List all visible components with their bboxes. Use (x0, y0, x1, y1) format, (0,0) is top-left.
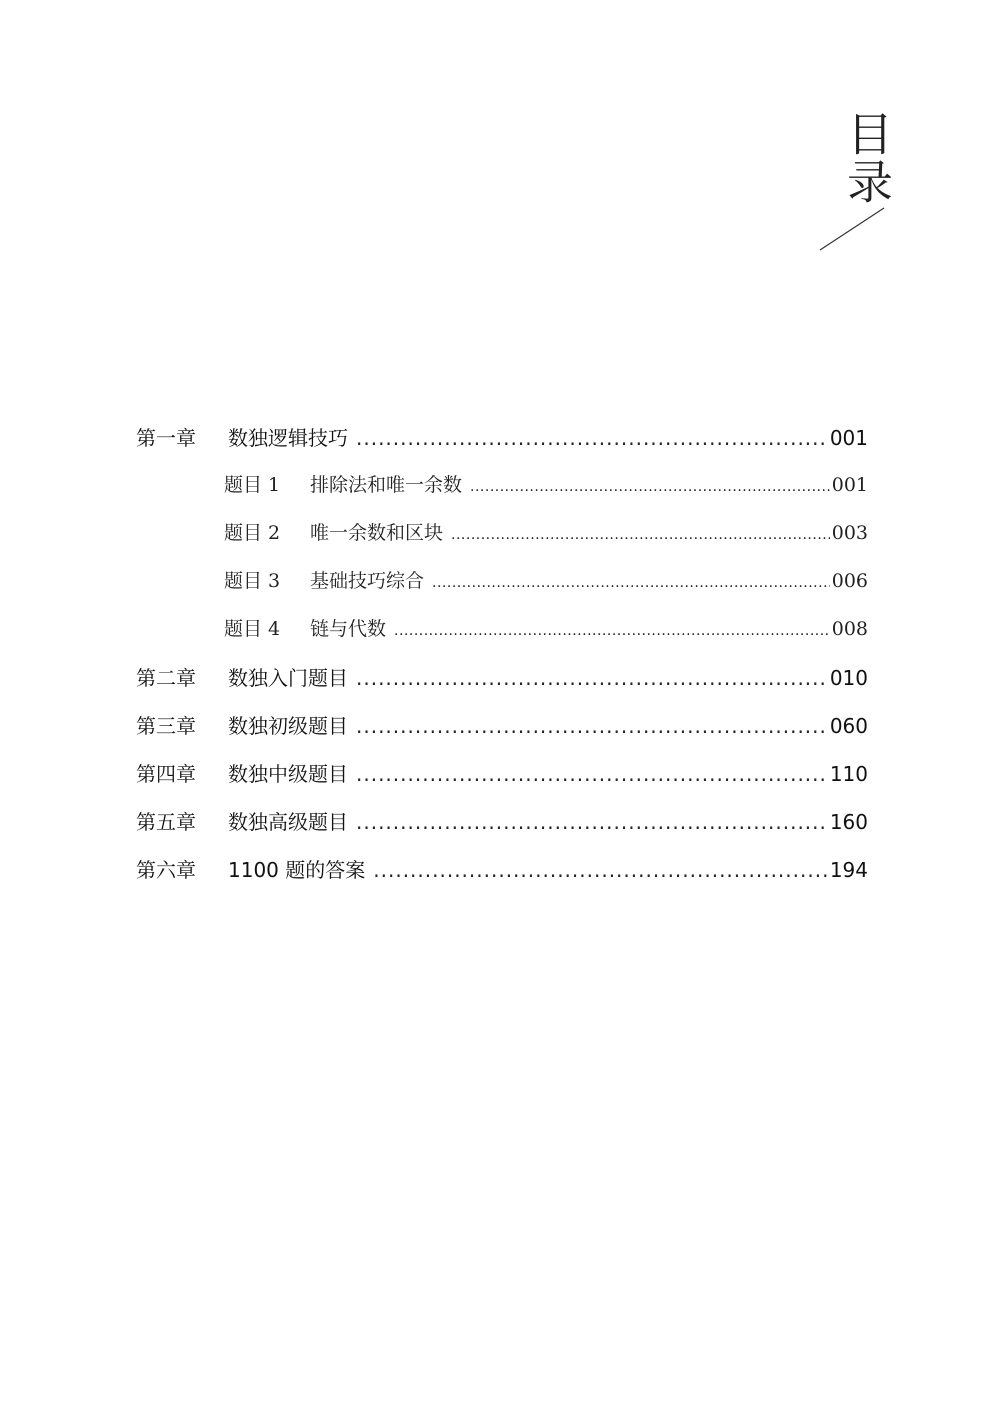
subentry-title: 基础技巧综合 (310, 570, 425, 592)
page-number: 001 (829, 426, 868, 450)
dot-leader (356, 762, 828, 786)
dot-leader (470, 479, 830, 495)
chapter-title: 数独入门题目 (228, 666, 348, 690)
toc-chapter-3[interactable] (136, 710, 868, 758)
toc-chapter-5[interactable] (136, 806, 868, 854)
table-of-contents (136, 422, 868, 902)
toc-chapter-4[interactable] (136, 758, 868, 806)
page-number: 010 (829, 666, 868, 690)
toc-chapter-2[interactable] (136, 662, 868, 710)
dot-leader (432, 575, 830, 591)
subentry-title: 排除法和唯一余数 (310, 474, 463, 496)
chapter-title: 数独逻辑技巧 (228, 426, 348, 450)
page-number: 110 (829, 762, 868, 786)
subentry-label: 题目 1 (224, 474, 281, 496)
subentry-label: 题目 4 (224, 618, 281, 640)
dot-leader (451, 527, 830, 543)
page-number: 003 (831, 522, 868, 544)
chapter-label: 第五章 (136, 810, 196, 834)
chapter-label: 第四章 (136, 762, 196, 786)
page-number: 001 (831, 474, 868, 496)
toc-subentry-2[interactable] (136, 518, 868, 566)
title-divider-slash (818, 205, 888, 253)
subentry-label: 题目 2 (224, 522, 281, 544)
page-number: 008 (831, 618, 868, 640)
chapter-label: 第二章 (136, 666, 196, 690)
page-number: 160 (829, 810, 868, 834)
subentry-title: 唯一余数和区块 (310, 522, 444, 544)
toc-subentry-4[interactable] (136, 614, 868, 662)
dot-leader (356, 714, 828, 738)
page-title: 目录 (840, 110, 894, 206)
dot-leader (356, 810, 828, 834)
chapter-title: 1100 题的答案 (228, 858, 366, 882)
toc-subentry-3[interactable] (136, 566, 868, 614)
chapter-title: 数独高级题目 (228, 810, 348, 834)
chapter-label: 第一章 (136, 426, 196, 450)
chapter-label: 第三章 (136, 714, 196, 738)
chapter-label: 第六章 (136, 858, 196, 882)
toc-subentry-1[interactable] (136, 470, 868, 518)
dot-leader (356, 666, 828, 690)
toc-chapter-1[interactable] (136, 422, 868, 470)
chapter-title: 数独初级题目 (228, 714, 348, 738)
toc-chapter-6[interactable] (136, 854, 868, 902)
dot-leader (394, 623, 830, 639)
subentry-label: 题目 3 (224, 570, 281, 592)
dot-leader (373, 858, 828, 882)
page-number: 194 (829, 858, 868, 882)
page-number: 060 (829, 714, 868, 738)
subentry-title: 链与代数 (310, 618, 387, 640)
page-number: 006 (831, 570, 868, 592)
dot-leader (356, 426, 828, 450)
chapter-title: 数独中级题目 (228, 762, 348, 786)
